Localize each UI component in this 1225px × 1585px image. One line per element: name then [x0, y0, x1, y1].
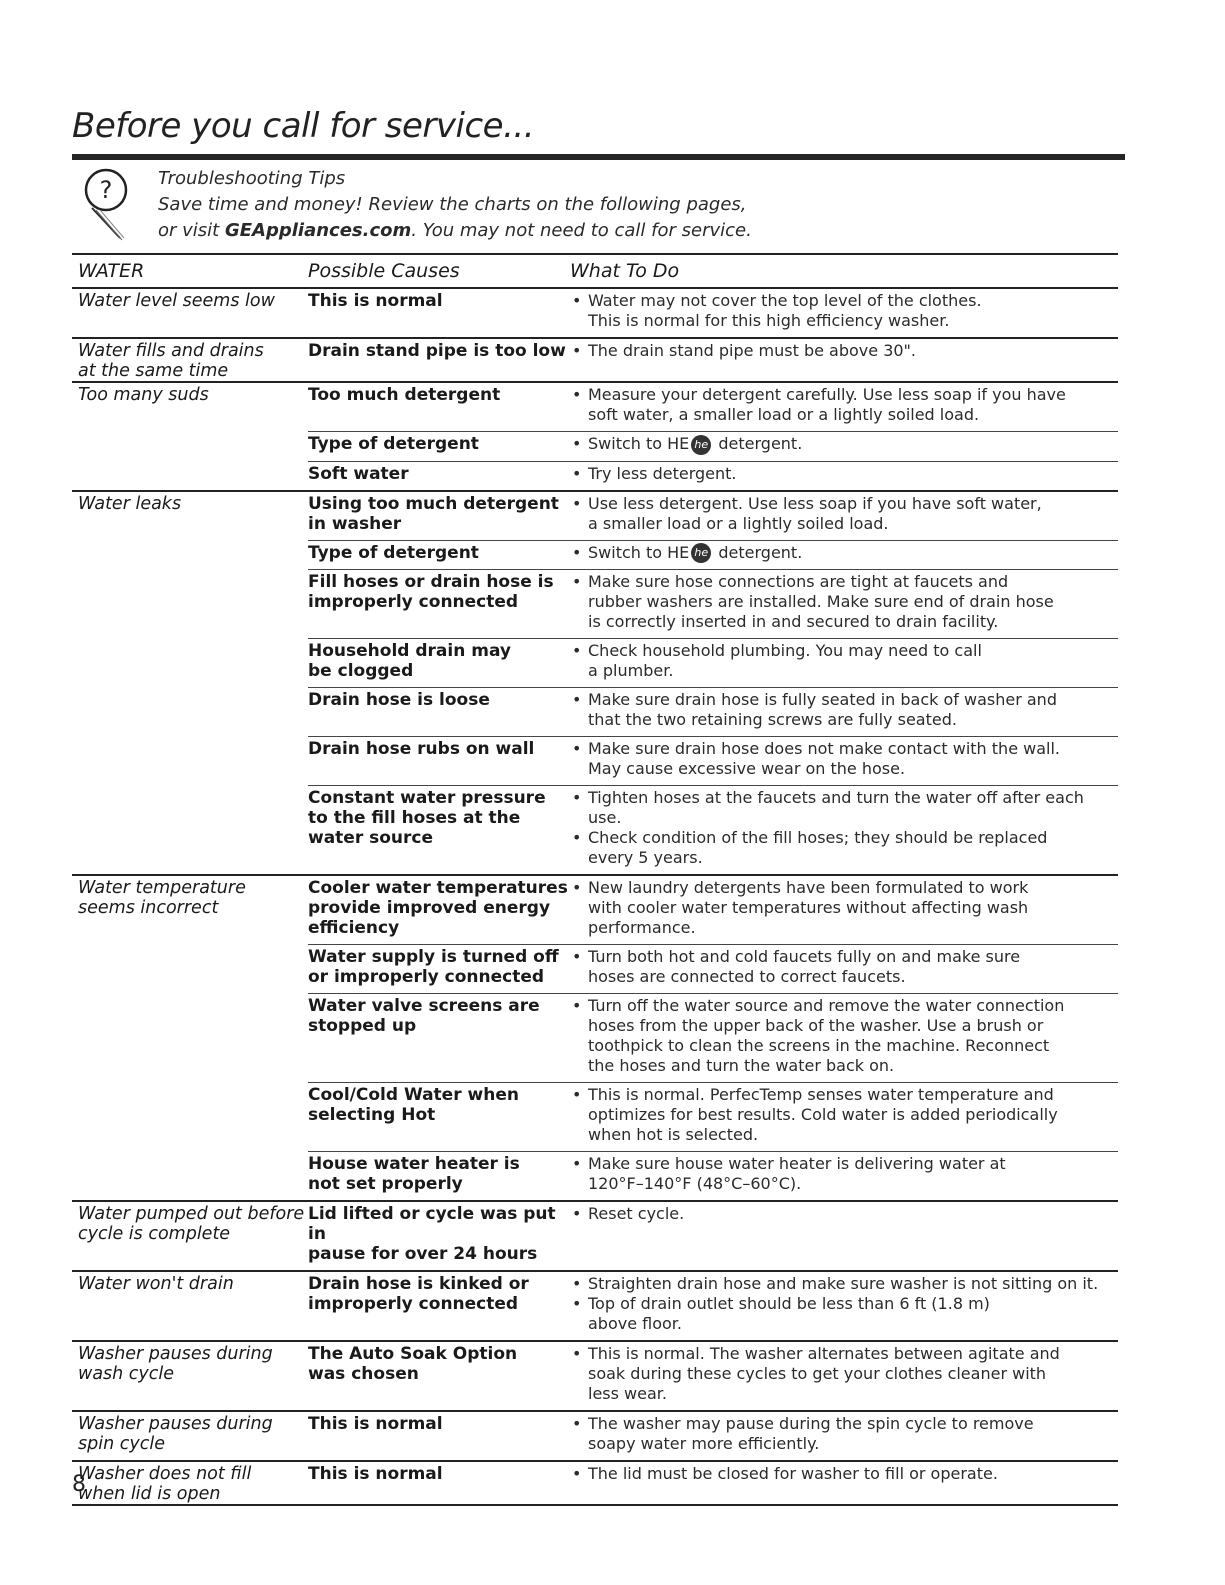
symptom-group [72, 1412, 1118, 1462]
tips-line2-suffix: . You may not need to call for service. [411, 220, 752, 241]
todo-bullet [570, 1154, 1118, 1194]
what-to-do [570, 570, 1118, 638]
todo-text [588, 1294, 990, 1334]
bullet-icon: • [572, 1204, 582, 1223]
todo-text [588, 996, 1064, 1076]
header-possible-causes: Possible Causes [308, 260, 460, 282]
todo-text [588, 291, 982, 331]
table-row [308, 1151, 1118, 1200]
symptom-group [72, 339, 1118, 383]
todo-text [588, 1204, 684, 1224]
possible-cause: Household drain may be clogged [308, 641, 511, 681]
todo-text [588, 1154, 1006, 1194]
bullet-icon: • [572, 463, 582, 483]
possible-cause: Cool/Cold Water when selecting Hot [308, 1085, 519, 1125]
table-row [308, 993, 1118, 1082]
todo-text [588, 341, 916, 361]
bullet-icon: • [572, 1464, 582, 1483]
todo-bullet [570, 494, 1118, 534]
bullet-icon: • [572, 493, 582, 513]
bullet-icon: • [572, 641, 582, 660]
todo-text [588, 878, 1028, 938]
todo-bullet [570, 690, 1118, 730]
tips-heading: Troubleshooting Tips [158, 168, 346, 189]
possible-cause: Type of detergent [308, 542, 479, 563]
symptom-group [72, 1462, 1118, 1506]
todo-text-part: Use less detergent. Use less soap if you have soft water, a smaller load or a lightly soiled load. [588, 493, 1042, 533]
todo-bullet [570, 385, 1118, 425]
todo-bullet [570, 543, 1118, 564]
bullet-icon: • [572, 828, 582, 847]
todo-bullet [570, 996, 1118, 1076]
todo-text-part: This is normal. PerfecTemp senses water temperature and optimizes for best results. Cold water is added periodically when hot is selected. [588, 1085, 1058, 1144]
symptom-label: Washer pauses during spin cycle [78, 1414, 273, 1454]
todo-text-part: Measure your detergent carefully. Use less soap if you have soft water, a smaller load or a lightly soiled load. [588, 385, 1066, 424]
possible-cause: Type of detergent [308, 434, 479, 454]
table-row [308, 1082, 1118, 1151]
bullet-icon: • [572, 996, 582, 1015]
table-body [72, 289, 1118, 1506]
bullet-icon: • [572, 690, 582, 709]
table-row [308, 339, 1118, 367]
todo-text [588, 788, 1118, 828]
title-rule [72, 154, 1125, 160]
todo-text-part: Make sure house water heater is delivering water at 120°F–140°F (48°C–60°C). [588, 1154, 1006, 1193]
todo-bullet [570, 434, 1118, 455]
todo-bullet [570, 1414, 1118, 1454]
todo-text-part: Make sure drain hose does not make contact with the wall. May cause excessive wear on the hose. [588, 739, 1060, 778]
todo-bullet [570, 828, 1118, 868]
tips-line2 [158, 218, 752, 244]
symptom-group [72, 383, 1118, 492]
todo-text [588, 1414, 1034, 1454]
todo-text-part: Straighten drain hose and make sure washer is not sitting on it. [588, 1274, 1099, 1293]
possible-cause: This is normal [308, 1414, 443, 1434]
todo-text [588, 947, 1020, 987]
what-to-do [570, 289, 1118, 337]
possible-cause: Cooler water temperatures provide improved energy efficiency [308, 878, 568, 938]
symptom-label: Water won't drain [78, 1274, 234, 1294]
what-to-do [570, 1202, 1118, 1270]
todo-text [588, 828, 1047, 868]
todo-text-part: Check condition of the fill hoses; they should be replaced every 5 years. [588, 828, 1048, 867]
table-row [308, 1272, 1118, 1340]
symptom-group [72, 1272, 1118, 1342]
table-row [308, 944, 1118, 993]
what-to-do [570, 688, 1118, 736]
todo-bullet [570, 1464, 1118, 1484]
todo-text-part: The drain stand pipe must be above 30". [588, 341, 916, 360]
symptom-group [72, 289, 1118, 339]
what-to-do [570, 737, 1118, 785]
possible-cause: Fill hoses or drain hose is improperly connected [308, 572, 554, 612]
bullet-icon: • [572, 434, 582, 453]
todo-bullet [570, 291, 1118, 331]
todo-text-part: Reset cycle. [588, 1204, 685, 1223]
bullet-icon: • [572, 1344, 582, 1363]
todo-text-part: This is normal. The washer alternates between agitate and soak during these cycles to get your clothes cleaner with less wear. [588, 1344, 1060, 1403]
todo-text-part: New laundry detergents have been formulated to work with cooler water temperatures without affecting wash performance. [588, 878, 1029, 937]
what-to-do [570, 492, 1118, 540]
todo-text-part: Turn both hot and cold faucets fully on and make sure hoses are connected to correct faucets. [588, 947, 1021, 986]
bullet-icon: • [572, 947, 582, 966]
table-row [308, 569, 1118, 638]
todo-text-part: Tighten hoses at the faucets and turn the water off after each use. [588, 788, 1084, 827]
todo-text-part: The lid must be closed for washer to fill or operate. [588, 1464, 998, 1483]
bullet-icon: • [572, 572, 582, 591]
bullet-icon: • [572, 1274, 582, 1293]
possible-cause: Drain hose rubs on wall [308, 739, 535, 759]
bullet-icon: • [572, 341, 582, 360]
what-to-do [570, 1462, 1118, 1490]
todo-text [588, 1274, 1098, 1294]
todo-text [588, 641, 982, 681]
todo-text-part: Try less detergent. [588, 463, 737, 483]
possible-cause: Drain stand pipe is too low [308, 341, 566, 361]
todo-text-part: Make sure hose connections are tight at faucets and rubber washers are installed. Make sure end of drain hose is correctly inserted in and secured to drain facility. [588, 572, 1054, 631]
bullet-icon: • [572, 542, 582, 562]
what-to-do [570, 1272, 1118, 1340]
possible-cause: Water valve screens are stopped up [308, 996, 540, 1036]
todo-text [588, 739, 1060, 779]
table-row [308, 1202, 1118, 1270]
possible-cause: Using too much detergent in washer [308, 493, 559, 534]
symptom-group [72, 876, 1118, 1202]
what-to-do [570, 432, 1118, 461]
todo-text-part: detergent. [718, 434, 803, 453]
what-to-do [570, 994, 1118, 1082]
possible-cause: Soft water [308, 463, 409, 484]
what-to-do [570, 876, 1118, 944]
symptom-group [72, 1202, 1118, 1272]
bullet-icon: • [572, 1154, 582, 1173]
symptom-label: Water leaks [78, 493, 182, 514]
todo-text [588, 464, 737, 484]
page-number: 8 [72, 1472, 86, 1497]
what-to-do [570, 462, 1118, 490]
website-link[interactable]: GEAppliances.com [224, 220, 412, 241]
possible-cause: Drain hose is kinked or improperly connected [308, 1274, 529, 1314]
table-row [308, 1462, 1118, 1490]
possible-cause: This is normal [308, 291, 443, 311]
table-row [308, 461, 1118, 490]
todo-text [588, 543, 802, 564]
possible-cause: The Auto Soak Option was chosen [308, 1344, 518, 1384]
page-title: Before you call for service... [72, 106, 534, 146]
table-row [308, 736, 1118, 785]
symptom-label: Water level seems low [78, 291, 275, 311]
what-to-do [570, 945, 1118, 993]
bullet-icon: • [572, 878, 582, 897]
symptom-group [72, 1342, 1118, 1412]
todo-bullet [570, 788, 1118, 828]
table-row [308, 289, 1118, 337]
bullet-icon: • [572, 1414, 582, 1433]
todo-text [588, 1464, 998, 1484]
what-to-do [570, 541, 1118, 570]
todo-text [588, 434, 802, 455]
symptom-label: Washer pauses during wash cycle [78, 1344, 273, 1384]
todo-bullet [570, 1204, 1118, 1224]
todo-text-part: Make sure drain hose is fully seated in back of washer and that the two retaining screws are fully seated. [588, 690, 1057, 729]
table-row [308, 785, 1118, 874]
possible-cause: Water supply is turned off or improperly connected [308, 947, 559, 987]
troubleshooting-tips [158, 166, 752, 244]
what-to-do [570, 786, 1118, 874]
todo-text [588, 1085, 1058, 1145]
todo-text [588, 494, 1042, 534]
question-icon [84, 168, 156, 248]
todo-text [588, 1344, 1060, 1404]
todo-bullet [570, 739, 1118, 779]
symptom-label: Water pumped out before cycle is complete [78, 1204, 305, 1244]
bullet-icon: • [572, 1085, 582, 1104]
what-to-do [570, 1083, 1118, 1151]
symptom-label: Too many suds [78, 385, 209, 405]
todo-text-part: detergent. [718, 542, 803, 562]
he-logo-icon: he [691, 435, 711, 455]
bullet-icon: • [572, 385, 582, 404]
table-row [308, 383, 1118, 431]
table-row [308, 876, 1118, 944]
he-logo-icon: he [691, 543, 711, 563]
tips-line1: Save time and money! Review the charts on the following pages, [158, 194, 747, 215]
todo-text-part: The washer may pause during the spin cycle to remove soapy water more efficiently. [588, 1414, 1034, 1453]
todo-text [588, 572, 1054, 632]
possible-cause: House water heater is not set properly [308, 1154, 520, 1194]
what-to-do [570, 339, 1118, 367]
symptom-group [72, 492, 1118, 877]
todo-bullet [570, 464, 1118, 484]
possible-cause: Lid lifted or cycle was put in pause for over 24 hours [308, 1204, 556, 1264]
todo-text-part: Turn off the water source and remove the water connection hoses from the upper back of the washer. Use a brush or toothpick to clean the screens in the machine. Reconnect the hoses and turn the water back on. [588, 996, 1065, 1075]
bullet-icon: • [572, 1294, 582, 1313]
bullet-icon: • [572, 788, 582, 807]
what-to-do [570, 639, 1118, 687]
troubleshooting-table [72, 253, 1118, 1506]
todo-text-part: Switch to HE [588, 542, 690, 562]
table-row [308, 1342, 1118, 1410]
todo-bullet [570, 572, 1118, 632]
todo-bullet [570, 1274, 1118, 1294]
table-header [72, 253, 1118, 289]
table-row [308, 431, 1118, 461]
todo-text [588, 690, 1057, 730]
what-to-do [570, 1412, 1118, 1460]
what-to-do [570, 1152, 1118, 1200]
todo-bullet [570, 1344, 1118, 1404]
table-row [308, 492, 1118, 540]
table-row [308, 687, 1118, 736]
todo-bullet [570, 1085, 1118, 1145]
todo-text-part: Check household plumbing. You may need to call a plumber. [588, 641, 982, 680]
possible-cause: Constant water pressure to the fill hoses at the water source [308, 788, 546, 848]
svg-text:?: ? [99, 176, 113, 204]
symptom-label: Water temperature seems incorrect [78, 878, 246, 918]
todo-bullet [570, 641, 1118, 681]
table-row [308, 638, 1118, 687]
possible-cause: This is normal [308, 1464, 443, 1484]
todo-bullet [570, 878, 1118, 938]
table-row [308, 1412, 1118, 1460]
symptom-label: Water fills and drains at the same time [78, 341, 264, 381]
bullet-icon: • [572, 291, 582, 310]
todo-text-part: Switch to HE [588, 434, 690, 453]
todo-text [588, 385, 1066, 425]
todo-bullet [570, 341, 1118, 361]
what-to-do [570, 1342, 1118, 1410]
possible-cause: Too much detergent [308, 385, 501, 405]
symptom-label: Washer does not fill when lid is open [78, 1464, 252, 1504]
todo-text-part: Water may not cover the top level of the clothes. This is normal for this high efficiency washer. [588, 291, 982, 330]
todo-bullet [570, 947, 1118, 987]
tips-line2-prefix: or visit [158, 220, 225, 241]
possible-cause: Drain hose is loose [308, 690, 490, 710]
bullet-icon: • [572, 739, 582, 758]
todo-text-part: Top of drain outlet should be less than 6 ft (1.8 m) above floor. [588, 1294, 990, 1333]
what-to-do [570, 383, 1118, 431]
header-water: WATER [78, 260, 145, 282]
table-row [308, 540, 1118, 570]
todo-bullet [570, 1294, 1118, 1334]
header-what-to-do: What To Do [570, 260, 680, 282]
